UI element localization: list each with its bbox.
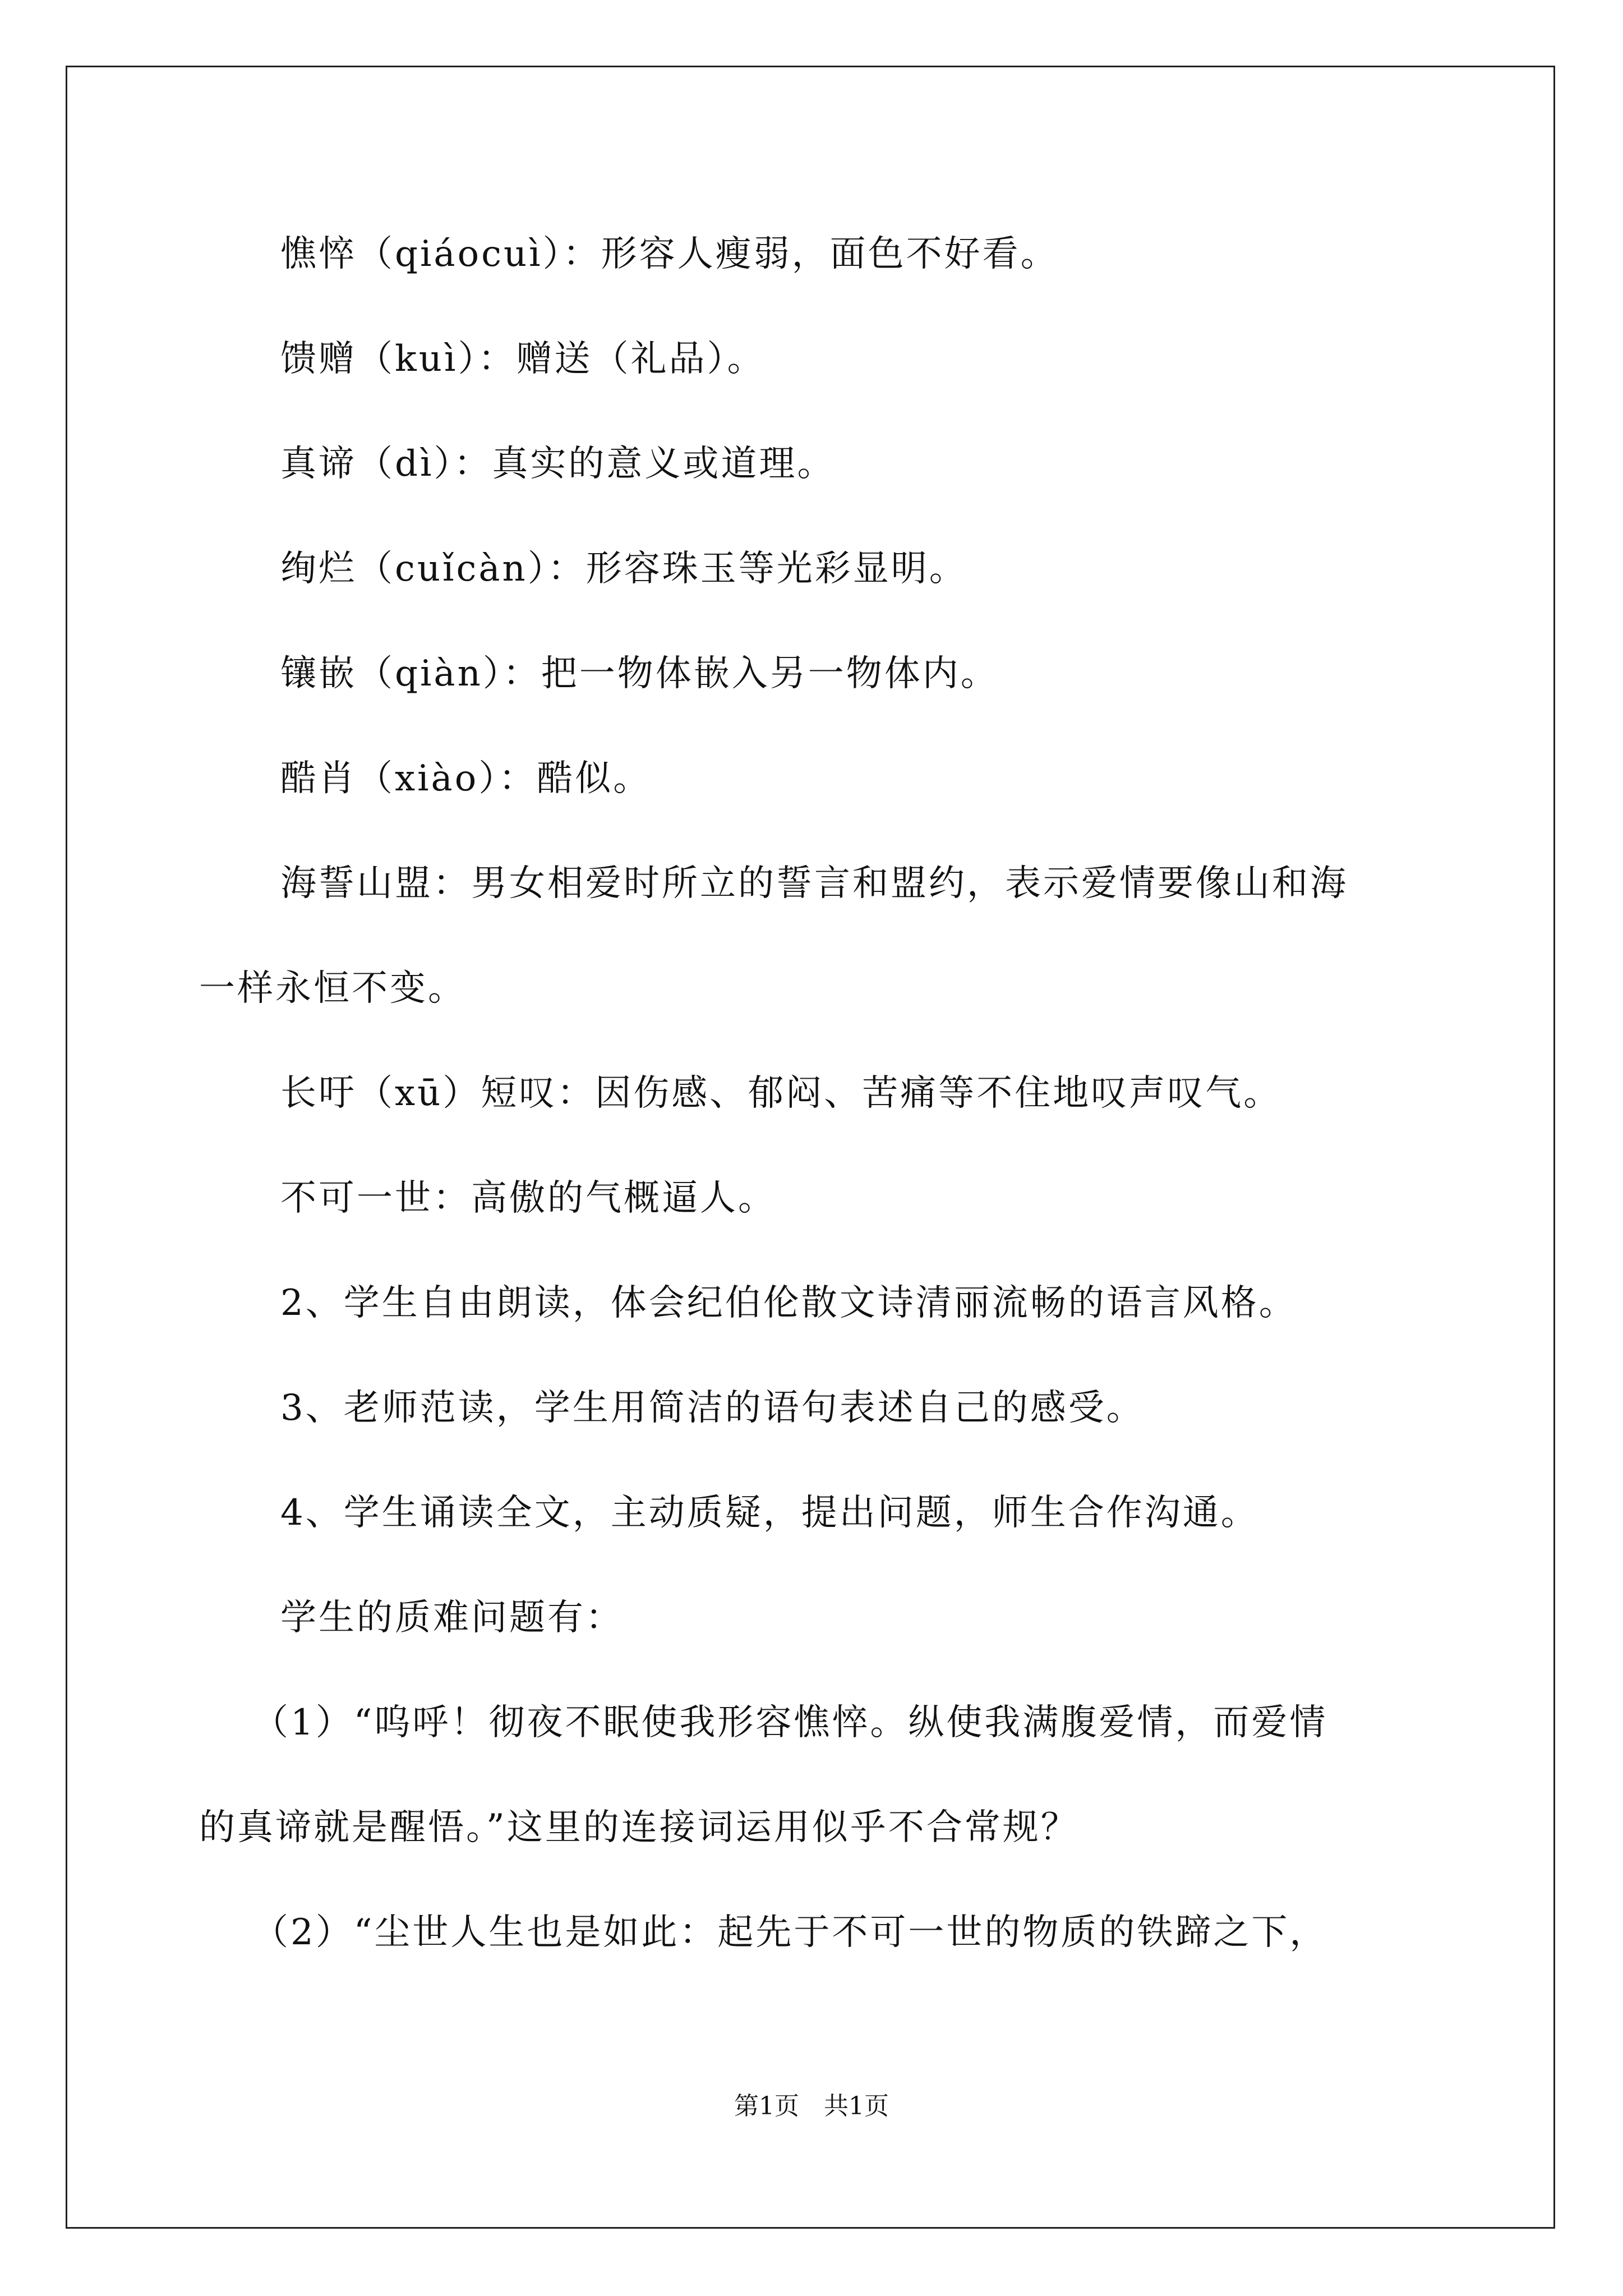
text-line: 的真谛就是醒悟。”这里的连接词运用似乎不合常规？ xyxy=(199,1807,1079,1848)
text-line: 绚烂（cuǐcàn）：形容珠玉等光彩显明。 xyxy=(280,548,967,590)
text-line: 2、学生自由朗读，体会纪伯伦散文诗清丽流畅的语言风格。 xyxy=(280,1282,1297,1324)
text-line: 一样永恒不变。 xyxy=(199,968,466,1009)
text-line: 镶嵌（qiàn）：把一物体嵌入另一物体内。 xyxy=(280,653,999,694)
page-footer: 第1页 共1页 xyxy=(734,2092,889,2120)
text-line: 憔悴（qiáocuì）：形容人瘦弱，面色不好看。 xyxy=(280,233,1059,275)
text-line: （2）“尘世人生也是如此：起先于不可一世的物质的铁蹄之下， xyxy=(252,1912,1328,1953)
text-line: 3、老师范读，学生用简洁的语句表述自己的感受。 xyxy=(280,1387,1145,1429)
text-line: 长吁（xū）短叹：因伤感、郁闷、苦痛等不住地叹声叹气。 xyxy=(280,1073,1282,1114)
text-line: 4、学生诵读全文，主动质疑，提出问题，师生合作沟通。 xyxy=(280,1492,1259,1534)
text-line: 学生的质难问题有： xyxy=(280,1597,624,1639)
text-line: 酷肖（xiào）：酷似。 xyxy=(280,758,652,799)
text-line: 馈赠（kuì）：赠送（礼品）。 xyxy=(280,338,766,380)
text-line: 真谛（dì）：真实的意义或道理。 xyxy=(280,443,836,485)
page-border xyxy=(66,66,1555,2229)
text-line: 海誓山盟：男女相爱时所立的誓言和盟约，表示爱情要像山和海 xyxy=(280,863,1348,904)
text-line: （1）“呜呼！彻夜不眠使我形容憔悴。纵使我满腹爱情，而爱情 xyxy=(252,1702,1328,1743)
text-line: 不可一世：高傲的气概逼人。 xyxy=(280,1177,776,1219)
